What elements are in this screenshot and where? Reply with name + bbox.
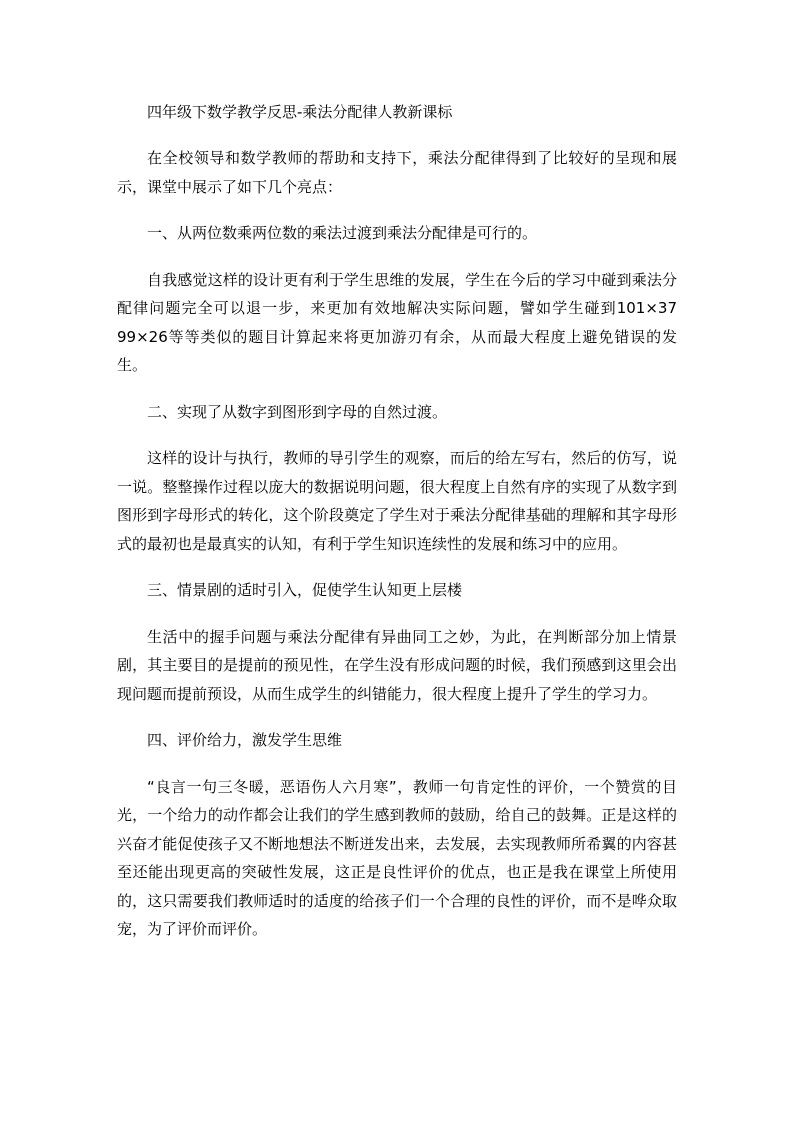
section-heading-3: 三、情景剧的适时引入，促使学生认知更上层楼	[147, 581, 463, 599]
section-heading-2: 二、实现了从数字到图形到字母的自然过渡。	[147, 402, 448, 421]
paragraph-section-2: 这样的设计与执行，教师的导引学生的观察，而后的给左写右，然后的仿写，说一说。整整操作过程以庞大的数据说明问题，很大程度上自然有序的实现了从数字到图形到字母形式的转化，这个阶段奠定了学生对于乘法分配律基础的理解和其字母形式的最初也是最真实的认知，有利于学生知识连续性的发展和练习中的应用。	[117, 449, 677, 553]
document-body	[117, 98, 693, 962]
paragraph-section-4: “良言一句三冬暖，恶语伤人六月寒”，教师一句肯定性的评价，一个赞赏的目光，一个给力的动作都会让我们的学生感到教师的鼓励，给自己的鼓舞。正是这样的兴奋才能促使孩子又不断地想法不断迸发出来，去发展，去实现教师所希翼的内容甚至还能出现更高的突破性发展，这正是良性评价的优点，也正是我在课堂上所使用的，这只需要我们教师适时的适度的给孩子们一个合理的良性的评价，而不是哗众取宠，为了评价而评价。	[117, 777, 677, 938]
paragraph-section-1: 自我感觉这样的设计更有利于学生思维的发展，学生在今后的学习中碰到乘法分配律问题完全可以退一步，来更加有效地解决实际问题，譬如学生碰到101×37 99×26等等类似的题目计算起来将更加游刃有余，从而最大程度上避免错误的发生。	[117, 270, 693, 374]
paragraph-section-3: 生活中的握手问题与乘法分配律有异曲同工之妙，为此，在判断部分加上情景剧，其主要目的是提前的预见性，在学生没有形成问题的时候，我们预感到这里会出现问题而提前预设，从而生成学生的纠错能力，很大程度上提升了学生的学习力。	[117, 627, 677, 703]
section-heading-1: 一、从两位数乘两位数的乘法过渡到乘法分配律是可行的。	[147, 224, 538, 242]
document-title: 四年级下数学教学反思-乘法分配律人教新课标	[147, 103, 453, 121]
section-heading-4: 四、评价给力，激发学生思维	[147, 731, 343, 749]
paragraph-intro: 在全校领导和数学教师的帮助和支持下，乘法分配律得到了比较好的呈现和展示，课堂中展示了如下几个亮点：	[117, 149, 677, 196]
